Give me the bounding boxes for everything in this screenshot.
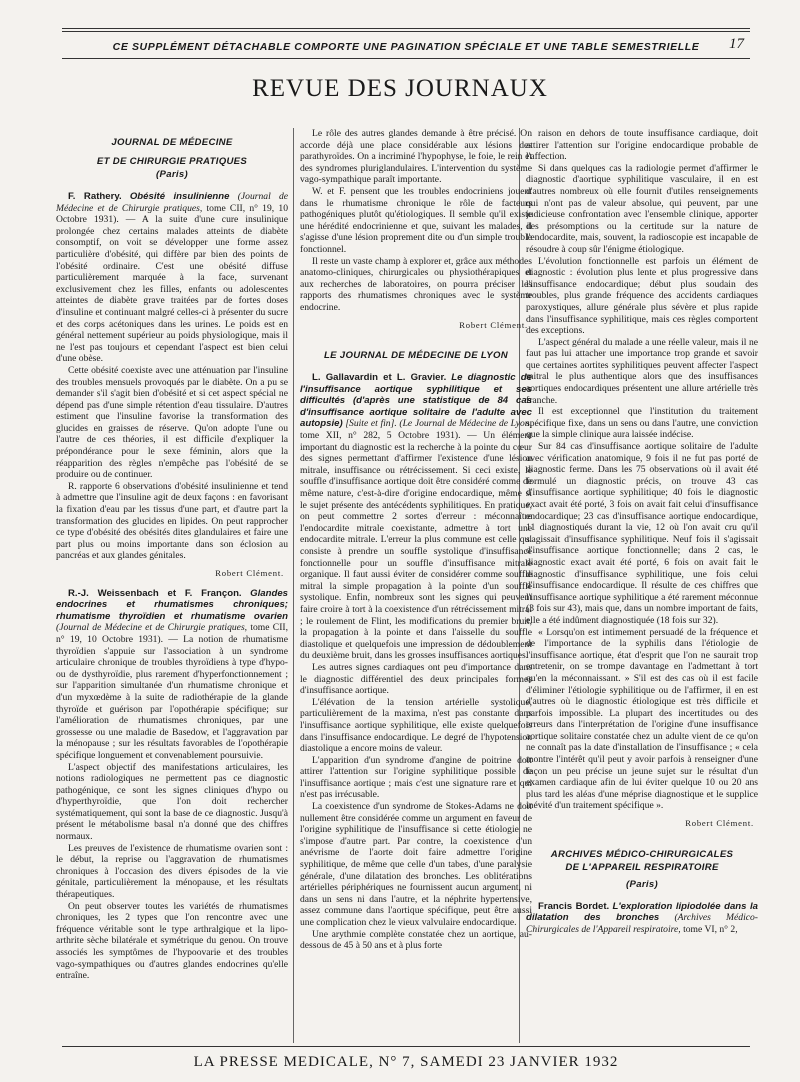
article-paragraph: tome XII, n° 282, 5 Octobre 1931). — Un élément important du diagnostic est la recherche à la pointe du cœur des signes permettant d'affirmer l'existence d'une lésion mitrale, insuffisance ou rétrécissement. Si ceci existe, le souffle d'insuffisance aortique doit être considéré comme de même nature, c'est-à-dire d'origine endocardique, même si le sujet présente des antécédents syphilitiques. En pratique, on peut commettre 2 sortes d'erreur : méconnaître l'endocardite mitrale coexistante, admettre à tort une endocardite mitrale. L'erreur la plus commune est celle qui consiste à prendre un souffle systolique d'insuffisance fonctionnelle pour un souffle d'insuffisance mitrale organique. Il faut aussi éviter de considérer comme souffle mitral la simple propagation à la pointe d'un souffle systolique. Enfin, nombreux sont les signes qui peuvent faire croire à tort à la coexistence d'un rétrécissement mitral ; le roulement de Flint, les modifications du premier bruit, la propagation à la pointe et dans l'aisselle du souffle diastolique et quelquefois une impression de dédoublement du deuxième bruit, dans les grosses insuffisances aortiques. — [300, 430, 532, 662]
article-paragraph: « Lorsqu'on est intimement persuadé de la fréquence et de l'importance de la syphilis dans l'étiologie de l'insuffisance aortique, état d'esprit que l'on ne saurait trop entretenir, on se trompe davantage en l'admettant à tort qu'en la méconnaissant. » S'il est des cas où il est facile d'éliminer l'étiologie syphilitique ou de l'affirmer, il en est d'autres où le diagnostic étiologique est très difficile et parfois impossible. La plupart des incertitudes ou des erreurs dans l'interprétation de l'origine d'une insuffisance aortique solitaire constatée chez un adulte vient de ce qu'on ne connaît pas la date d'installation de l'insuffisance ; « cela montre l'intérêt qu'il peut y avoir parfois à renseigner d'une façon un peu précise un jeune sujet sur le résultat d'un examen cardiaque afin de lui éviter quelque 10 ou 20 ans plus tard les aléas d'une méprise diagnostique et le supplice inévité d'un traitement spécifique ». — [526, 626, 758, 812]
column-2 — [300, 128, 532, 1043]
article-paragraph: L'aspect général du malade a une réelle valeur, mais il ne faut pas lui attacher une importance trop grande et savoir que certaines aortites syphilitiques peuvent affecter l'aspect mitral le plus authentique alors que des insuffisances aortiques endocardiques présentent une allure artérielle très franche. — [526, 336, 758, 406]
article-author: Francis Bordet. — [538, 900, 610, 912]
article-paragraph: Le rôle des autres glandes demande à être précisé. On accorde déjà une place considérable aux lésions des parathyroïdes. On a incriminé l'hypophyse, le foie, le rein et des syndromes pluriglandulaires. L'intervention du système vago-sympathique paraît importante. — [300, 128, 532, 186]
section-heading: JOURNAL DE MÉDECINE ET DE CHIRURGIE PRATIQUES (Paris) — [96, 137, 248, 180]
article-paragraph: Cette obésité coexiste avec une atténuation par l'insuline des troubles mensuels provoqués par le diabète. On a pu se demander s'il s'agit bien d'obésité et si cet aspect spécial ne dépend pas d'une simple rétention d'eau tissulaire. D'autres estiment que l'insuline favorise la transformation des glucides en graisses de réserve. Qu'on adopte l'une ou l'autre de ces théories, il est difficile d'expliquer la prépondérance pour le sexe féminin, alors que la réapparition des règles n'empêche pas l'obésité de se produire ou de continuer. — [56, 364, 288, 481]
article-title: Glandes endocrines et rhumatismes chroniques; rhumatisme thyroïdien et rhumatisme ovarien — [56, 587, 288, 622]
article-title: L'exploration lipiodolée dans la dilatation des bronches — [526, 900, 758, 924]
article-exploration-lipiodolee — [526, 901, 758, 936]
article-source: [Suite et fin]. (Le Journal de Médecine de Lyon, — [345, 418, 532, 430]
signature: Robert Clément. — [215, 568, 284, 578]
article-paragraph: L'élévation de la tension artérielle systolique, particulièrement de la maxima, n'est pas constante dans l'insuffisance aortique syphilitique, elle existe quelquefois dans l'insuffisance endocardique. Le degré de l'hypotension diastolique a encore moins de valeur. — [300, 696, 532, 755]
signature: Robert Clément. — [459, 319, 528, 330]
article-source: (Journal de Médecine et de Chirurgie pratiques, — [56, 191, 288, 214]
article-insuffisance-aortique-cont — [526, 128, 758, 812]
footer-imprint: LA PRESSE MEDICALE, N° 7, SAMEDI 23 JANVIER 1932 — [193, 1054, 619, 1070]
page-number: 17 — [729, 36, 744, 52]
article-paragraph: L'apparition d'un syndrome d'angine de poitrine doit attirer l'attention sur l'origine syphilitique possible de l'insuffisance aortique ; mais c'est une signature rare et qui n'est pas irrécusable. — [300, 754, 532, 801]
article-paragraph: Une arythmie complète constatée chez un aortique, au-dessous de 45 à 50 ans et à plus forte — [300, 928, 532, 952]
article-author: F. Rathery. — [68, 191, 122, 202]
article-paragraph: Les preuves de l'existence de rhumatisme ovarien sont : le début, la reprise ou l'aggravation de rhumatismes chroniques à l'occasion des divers épisodes de la vie génitale, particulièrement la ménopause, et les résultats thérapeutiques. — [56, 842, 288, 901]
article-paragraph: tome CII, n° 19, 10 Octobre 1931). — A la suite d'une cure insulinique prolongée chez certains malades atteints de diabète consomptif, on voit se développer une forme assez particulière d'obésité, qui diffère par bien des points de l'obésité ordinaire. C'est une obésité diffuse particulièrement marquée à la face, survenant exclusivement chez les filles, enfants ou adolescentes atteintes de diabète grave traitées par de fortes doses d'insuline et continuant malgré celles-ci à présenter du sucre et des corps acétoniques dans les urines. Le poids est en général nettement supérieur au poids physiologique, mais il ne l'est pas toujours et cependant l'aspect est bien celui d'une obèse. — [56, 202, 288, 365]
article-paragraph: Sur 84 cas d'insuffisance aortique solitaire de l'adulte avec vérification anatomique, 9 fois il ne fut pas porté de diagnostic ferme. Dans les 75 observations où il avait été formulé un diagnostic précis, on trouve 43 cas d'insuffisance aortique syphilitique; 40 fois le diagnostic exact avait été porté, 3 fois on avait fait celui d'insuffisance endocardique; 23 cas d'insuffisance aortique endocardique, 11 diagnostiqués durant la vie, 12 où l'on avait cru qu'il s'agissait d'insuffisance syphilitique. Neuf fois il s'agissait d'insuffisance aortique fonctionnelle; dans 2 cas, le diagnostic exact avait été porté, 6 fois on avait fait le diagnostic d'insuffisance syphilitique, une fois celui d'insuffisance endocardique. Il résulte de ces chiffres que l'insuffisance aortique syphilitique a été rarement méconnue (3 fois sur 43), mais que, dans un nombre important de faits, elle a été indûment diagnostiquée (18 fois sur 32). — [526, 441, 758, 626]
column-1 — [56, 128, 288, 1043]
signature: Robert Clément. — [685, 818, 754, 829]
article-glandes-endocrines-cont — [300, 128, 532, 314]
article-paragraph: Si dans quelques cas la radiologie permet d'affirmer le diagnostic d'aortique syphilitique vasculaire, il en est d'autres nombreux où elle fournit d'utiles renseignements qui n'ont pas de valeur absolue, qui peuvent, par une judicieuse confrontation avec l'ensemble clinique, apporter des présomptions ou la certitude sur la nature de l'endocardite, mais, souvent, la radioscopie est incapable de résoudre à coup sûr l'énigme étiologique. — [526, 162, 758, 255]
article-author: L. Gallavardin et L. Gravier. — [312, 372, 447, 384]
article-paragraph: Il est exceptionnel que l'institution du traitement spécifique fixe, dans un sens ou dans l'autre, une conviction que la simple clinique aura laissée indécise. — [526, 406, 758, 441]
top-double-rule — [62, 31, 750, 32]
column-separator — [293, 128, 294, 1043]
article-paragraph: Il reste un vaste champ à explorer et, grâce aux méthodes anatomo-cliniques, chirurgicales ou physiothérapiques et aux recherches de laboratoires, on pourra préciser les rapports des rhumatismes chroniques avec le système endocrine. — [300, 255, 532, 313]
article-author: R.-J. Weissenbach et F. Françon. — [68, 587, 242, 599]
article-paragraph: tome VI, n° 2, — [683, 923, 738, 935]
article-paragraph: tome CII, n° 19, 10 Octobre 1931). — La notion de rhumatisme thyroïdien s'appuie sur l'association à un syndrome articulaire chronique de troubles thyroïdiens à type d'hypo- ou de dysthyroïdie, plus rarement d'hyperfonctionnement ; sur l'apparition simultanée d'un rhumatisme chronique et d'un myxœdème à la suite de radiothérapie de la glande thyroïde et guérison par l'opothérapie spécifique; sur l'amélioration de rhumatismes chroniques, par une grossesse ou une maladie de Basedow, et l'aggravation par la ménopause ; sur les résultats favorables de l'opothérapie spécifique longuement et convenablement poursuivie. — [56, 622, 288, 761]
article-paragraph: La coexistence d'un syndrome de Stokes-Adams ne doit nullement être considérée comme un argument en faveur de l'origine syphilitique de l'insuffisance si cette étiologie ne s'impose d'autre part. Par contre, la coexistence d'un anévrisme de l'aorte doit faire admettre l'origine syphilitique, de même que celle d'un tabes, d'une paralysie générale, d'une dilatation des bronches. Les oblitérations artérielles périphériques ne fournissent aucun argument, ni dans un sens ni dans l'autre, et la néphrite hypertensive, assez commune dans l'aortique spécifique, peut être aussi une complication chez le vieux valvulaire endocardique. — [300, 801, 532, 928]
article-paragraph: On peut observer toutes les variétés de rhumatismes chroniques, les 2 types que l'on rencontre avec une fréquence véritable sont le type arthralgique et la lipo-arthrite sèche bilatérale et symétrique du genou. On trouve associés les symptômes de l'hypoovarie et des troubles vago-sympathiques ou d'autres glandes endocrines qu'elle entraîne. — [56, 900, 288, 982]
page-title: REVUE DES JOURNAUX — [252, 75, 548, 102]
banner-rule — [62, 58, 750, 59]
supplement-banner: CE SUPPLÉMENT DÉTACHABLE COMPORTE UNE PAGINATION SPÉCIALE ET UNE TABLE SEMESTRIELLE — [112, 41, 700, 53]
article-title: Obésité insulinienne — [129, 191, 230, 202]
article-glandes-endocrines — [56, 588, 288, 982]
section-heading: LE JOURNAL DE MÉDECINE DE LYON — [323, 350, 508, 362]
article-paragraph: raison en dehors de toute insuffisance cardiaque, doit attirer l'attention sur l'origine endocardique probable de l'affection. — [526, 128, 758, 163]
article-obesite-insulinienne — [56, 191, 288, 562]
article-source: (Journal de Médecine et de Chirurgie pratiques, — [56, 622, 248, 634]
article-title: Le diagnostic de l'insuffisance aortique syphilitique et ses difficultés (d'après une statistique de 84 cas d'insuffisance aortique solitaire de l'adulte avec autopsie) — [300, 372, 532, 430]
article-paragraph: W. et F. pensent que les troubles endocriniens jouent dans le rhumatisme chronique le rôle de facteurs pathogéniques plutôt qu'étiologiques. Il semble qu'il existe une hérédité endocrinienne et que, suivant les malades, il s'agisse d'une lésion proprement dite ou d'un simple trouble fonctionnel. — [300, 185, 532, 255]
top-double-rule — [62, 28, 750, 29]
section-heading: ARCHIVES MÉDICO-CHIRURGICALES DE L'APPAREIL RESPIRATOIRE (Paris) — [550, 848, 734, 890]
article-paragraph: L'évolution fonctionnelle est parfois un élément de diagnostic : évolution plus lente et plus progressive dans l'insuffisance endocardique; début plus soudain des troubles, plus grande fréquence des accidents cardiaques paroxystiques, allure générale plus sévère et plus rapide dans l'insuffisance syphilitique, mais ces règles comportent des exceptions. — [526, 255, 758, 337]
article-source: (Archives Médico-Chirurgicales de l'Appareil respiratoire, — [526, 912, 758, 935]
article-paragraph: L'aspect objectif des manifestations articulaires, les notions radiologiques ne permettent pas ce diagnostic pathogénique, ce sont les signes cliniques d'hypo ou d'hyperthyroïdie, que l'on doit rechercher systématiquement, qui sont la base de ce diagnostic. Jusqu'à présent le métabolisme basal n'a donné que des chiffres normaux. — [56, 761, 288, 843]
article-insuffisance-aortique — [300, 372, 532, 952]
article-paragraph: R. rapporte 6 observations d'obésité insulinienne et tend à admettre que l'insuline agit de deux façons : en favorisant la fixation d'eau par les tissus d'une part, et d'autre part la transformation des glucides en lipides. On peut rapprocher ce type d'obésité des obésités dites glandulaires et faire une part plus ou moins importante dans son éclosion au pancréas et aux glandes génitales. — [56, 480, 288, 562]
footer-rule — [62, 1046, 750, 1047]
article-paragraph: Les autres signes cardiaques ont peu d'importance dans le diagnostic différentiel des deux principales formes d'insuffisance aortique. — [300, 661, 532, 697]
column-3 — [526, 128, 758, 1043]
